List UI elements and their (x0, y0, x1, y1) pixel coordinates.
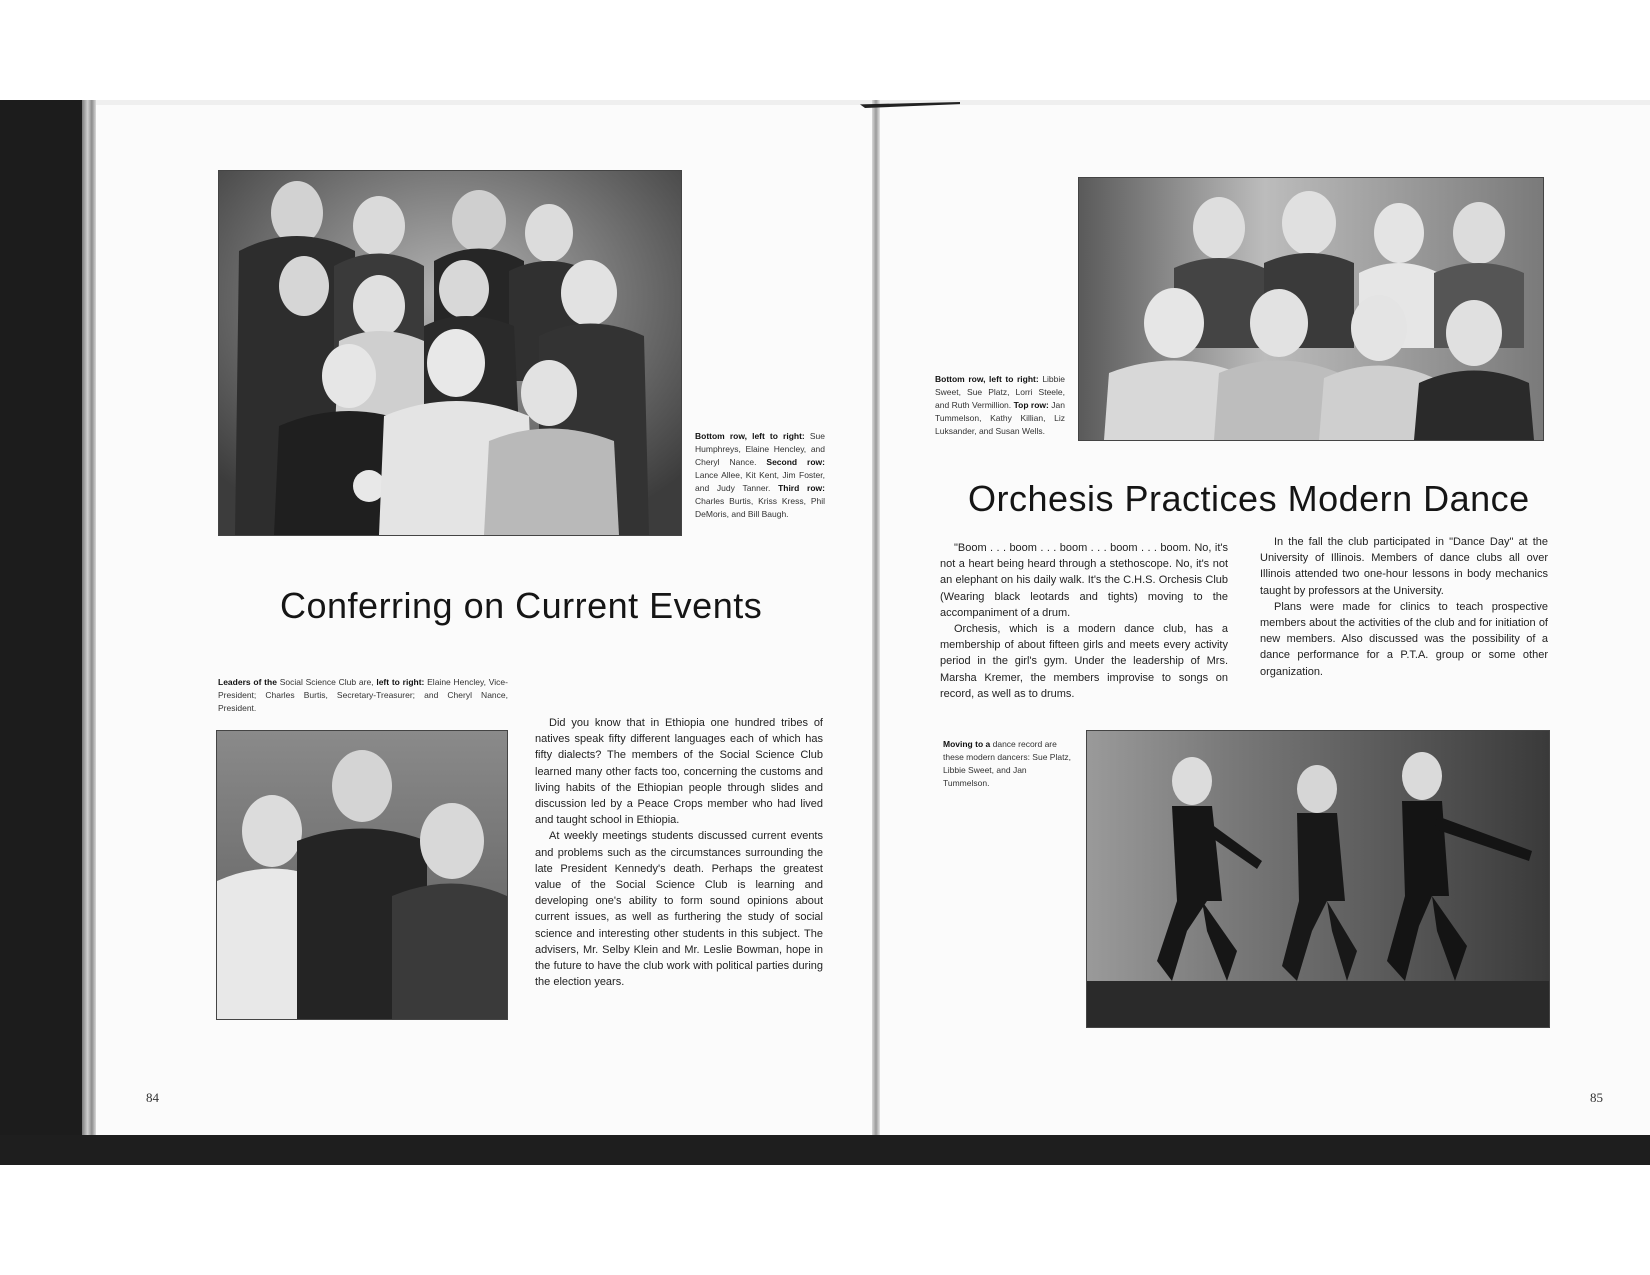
page-number-left: 84 (146, 1090, 159, 1105)
article-paragraph: Orchesis, which is a modern dance club, has a membership of about fifteen girls and meets every activity period in the girl's gym. Under the leadership of Mrs. Marsha Kremer, the members improvise to songs on record, as well as to drums. (940, 623, 1228, 700)
group-photo-caption-right (935, 373, 1065, 438)
caption-label: Top row: (1013, 400, 1049, 410)
scan-edge (0, 100, 82, 1165)
modern-dancers-photo (1086, 730, 1550, 1028)
orchesis-group-photo (1078, 177, 1544, 441)
left-headline: Conferring on Current Events (280, 585, 763, 626)
caption-label: Bottom row, left to right: (695, 431, 805, 441)
book-gutter (872, 100, 880, 1140)
right-headline: Orchesis Practices Modern Dance (968, 478, 1530, 519)
caption-text: Sue Humphreys, Elaine Hencley, and Cheryl Nance. (695, 431, 825, 467)
page-stack-edge (82, 100, 96, 1135)
caption-label: left to right: (376, 677, 425, 687)
orchesis-article-col2 (1260, 534, 1548, 680)
caption-text: Elaine Hencley, Vice-President; Charles Burtis, Secretary-Treasurer; and Cheryl Nance, President. (218, 677, 508, 713)
club-leaders-photo (216, 730, 508, 1020)
caption-label: Moving to a (943, 739, 991, 749)
article-paragraph: "Boom . . . boom . . . boom . . . boom . . . boom. No, it's not a heart being heard through a stethoscope. No, it's not an elephant on his daily walk. It's the C.H.S. Orchesis Club (Wearing black leotards and tights) moving to the accompaniment of a drum. (940, 542, 1228, 619)
article-paragraph: In the fall the club participated in "Dance Day" at the University of Illinois. Members of dance clubs all over Illinois attended two one-hour lessons in body mechanics taught by professors at the University. (1260, 536, 1548, 597)
article-paragraph: Did you know that in Ethiopia one hundred tribes of natives speak fifty different languages each of which has fifty dialects? The members of the Social Science Club learned many other facts too, concerning the customs and living habits of the Ethiopian people through slides and discussion led by a Peace Crops member who had lived and taught school in Ethiopia. (535, 717, 823, 827)
caption-label: Bottom row, left to right: (935, 374, 1039, 384)
orchesis-article-col1 (940, 540, 1228, 702)
caption-text: Charles Burtis, Kriss Kress, Phil DeMoris, and Bill Baugh. (695, 496, 825, 519)
social-science-club-group-photo (218, 170, 682, 536)
caption-text: dance record are these modern dancers: Sue Platz, Libbie Sweet, and Jan Tummelson. (943, 739, 1072, 788)
leaders-caption (218, 676, 508, 715)
social-science-article (535, 715, 823, 990)
caption-label: Leaders of the (218, 677, 277, 687)
caption-text: Jan Tummelson, Kathy Killian, Liz Luksander, and Susan Wells. (935, 400, 1065, 436)
scan-bottom-edge (0, 1135, 1650, 1165)
article-paragraph: At weekly meetings students discussed current events and problems such as the circumstances surrounding the late President Kennedy's death. Perhaps the greatest value of the Social Science Club is learning and developing one's ability to form sound opinions about current issues, as well as furthering the study of social science and interesting other students in this subject. The advisers, Mr. Selby Klein and Mr. Leslie Bowman, hope in the future to have the club work with political parties during the election years. (535, 830, 823, 989)
group-photo-caption-left (695, 430, 825, 521)
caption-text: Lance Allee, Kit Kent, Jim Foster, and Judy Tanner. (695, 470, 825, 493)
dance-photo-caption (943, 738, 1073, 790)
caption-text: Social Science Club are, (279, 677, 374, 687)
caption-label: Third row: (778, 483, 825, 493)
page-number-right: 85 (1590, 1090, 1603, 1105)
caption-text: Libbie Sweet, Sue Platz, Lorri Steele, and Ruth Vermillion. (935, 374, 1065, 410)
caption-label: Second row: (766, 457, 825, 467)
article-paragraph: Plans were made for clinics to teach prospective members about the activities of the club and for initiation of new members. Also discussed was the possibility of a dance performance for a P.T.A. group or some other organization. (1260, 600, 1548, 678)
